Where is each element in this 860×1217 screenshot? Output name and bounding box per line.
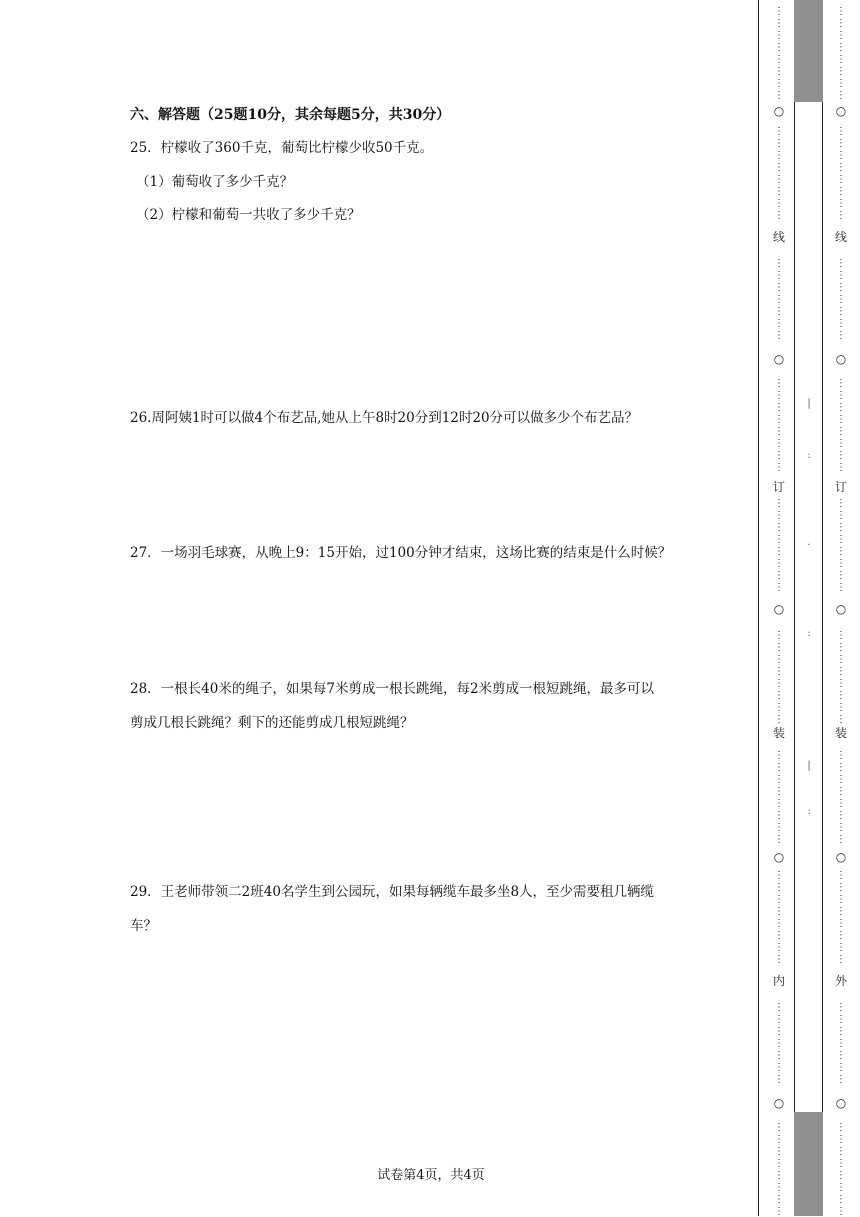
- outer-binding-dot: ⋮: [836, 330, 846, 341]
- inner-binding-dot: ⋮: [774, 918, 784, 929]
- outer-binding-dot: ⋮: [836, 1014, 846, 1025]
- outer-binding-mark: 线: [834, 230, 847, 244]
- inner-binding-dot: ⋮: [774, 210, 784, 221]
- outer-binding-dot: ⋮: [836, 390, 846, 401]
- inner-binding-mark: 订: [772, 480, 785, 494]
- inner-binding-dot: ⋮: [774, 198, 784, 209]
- inner-binding-dot: ⋮: [774, 1170, 784, 1181]
- outer-binding-dot: ⋮: [836, 510, 846, 521]
- question-26-stem: 26.周阿姨1时可以做4个布艺品,她从上午8时20分到12时20分可以做多少个布艺品？: [130, 410, 639, 426]
- inner-binding-dot: ⋮: [774, 186, 784, 197]
- outer-binding-dot: ⋮: [836, 438, 846, 449]
- inner-binding-dot: ⋮: [774, 1158, 784, 1169]
- outer-binding-dot: ⋮: [836, 1182, 846, 1193]
- inner-binding-dot: ⋮: [774, 894, 784, 905]
- inner-binding-dot: ⋮: [774, 666, 784, 677]
- inner-binding-dot: ⋮: [774, 498, 784, 509]
- outer-binding-dot: ⋮: [836, 690, 846, 701]
- outer-binding-dot: ⋮: [836, 1074, 846, 1085]
- inner-binding-dot: ⋮: [774, 678, 784, 689]
- inner-binding-dot: ⋮: [774, 126, 784, 137]
- inner-binding-dot: ⋮: [774, 426, 784, 437]
- inner-binding-mark: 内: [772, 974, 785, 988]
- inner-binding-mark: 线: [772, 230, 785, 244]
- inner-binding-dot: ⋮: [774, 294, 784, 305]
- outer-binding-mark: 订: [834, 480, 847, 494]
- outer-binding-dot: ⋮: [836, 894, 846, 905]
- inner-binding-dot: ⋮: [774, 570, 784, 581]
- question-28-line-2: 剪成几根长跳绳？剩下的还能剪成几根短跳绳？: [130, 715, 414, 731]
- inner-binding-mark: ○: [773, 602, 785, 616]
- inner-binding-dot: ⋮: [774, 762, 784, 773]
- inner-binding-dot: ⋮: [774, 78, 784, 89]
- inner-binding-dot: ⋮: [774, 138, 784, 149]
- inner-binding-dot: ⋮: [774, 906, 784, 917]
- inner-binding-dot: ⋮: [774, 1002, 784, 1013]
- outer-binding-mark: 装: [834, 726, 847, 740]
- inner-binding-dot: ⋮: [774, 282, 784, 293]
- info-field-mark: :: [807, 450, 811, 461]
- inner-binding-dot: ⋮: [774, 870, 784, 881]
- outer-binding-dot: ⋮: [836, 654, 846, 665]
- inner-binding-dot: ⋮: [774, 450, 784, 461]
- inner-binding-dot: ⋮: [774, 390, 784, 401]
- info-field-mark: :: [807, 628, 811, 639]
- question-25-stem: 25．柠檬收了360千克，葡萄比柠檬少收50千克。: [130, 140, 434, 156]
- outer-binding-dot: ⋮: [836, 546, 846, 557]
- outer-binding-dot: ⋮: [836, 90, 846, 101]
- outer-binding-dot: ⋮: [836, 1134, 846, 1145]
- outer-binding-dot: ⋮: [836, 798, 846, 809]
- inner-frame-left: [794, 0, 795, 1216]
- outer-binding-dot: ⋮: [836, 522, 846, 533]
- inner-binding-dot: ⋮: [774, 702, 784, 713]
- info-field-mark: ·: [807, 540, 811, 551]
- inner-binding-dot: ⋮: [774, 270, 784, 281]
- question-29-line-2: 车？: [130, 918, 157, 934]
- outer-binding-dot: ⋮: [836, 426, 846, 437]
- inner-binding-dot: ⋮: [774, 1038, 784, 1049]
- outer-binding-dot: ⋮: [836, 882, 846, 893]
- outer-binding-dot: ⋮: [836, 930, 846, 941]
- inner-binding-dot: ⋮: [774, 546, 784, 557]
- outer-binding-dot: ⋮: [836, 786, 846, 797]
- outer-binding-dot: ⋮: [836, 582, 846, 593]
- outer-binding-mark: ○: [835, 850, 847, 864]
- outer-binding-dot: ⋮: [836, 66, 846, 77]
- inner-dotted-line: [772, 0, 786, 1216]
- inner-binding-dot: ⋮: [774, 1062, 784, 1073]
- info-field-mark: |: [807, 760, 811, 771]
- outer-binding-dot: ⋮: [836, 642, 846, 653]
- outer-binding-dot: ⋮: [836, 714, 846, 725]
- outer-binding-mark: ○: [835, 602, 847, 616]
- inner-binding-dot: ⋮: [774, 150, 784, 161]
- info-field-mark: :: [807, 806, 811, 817]
- outer-binding-dot: ⋮: [836, 918, 846, 929]
- outer-binding-dot: ⋮: [836, 270, 846, 281]
- outer-binding-dot: ⋮: [836, 138, 846, 149]
- outer-binding-dot: ⋮: [836, 1026, 846, 1037]
- outer-binding-dot: ⋮: [836, 1146, 846, 1157]
- outer-binding-dot: ⋮: [836, 162, 846, 173]
- inner-binding-dot: ⋮: [774, 1194, 784, 1205]
- outer-binding-dot: ⋮: [836, 174, 846, 185]
- inner-binding-dot: ⋮: [774, 1134, 784, 1145]
- outer-binding-dot: ⋮: [836, 834, 846, 845]
- inner-binding-mark: ○: [773, 850, 785, 864]
- inner-binding-mark: 装: [772, 726, 785, 740]
- inner-binding-mark: ○: [773, 104, 785, 118]
- page-footer: [0, 1164, 860, 1183]
- question-27-stem: 27．一场羽毛球赛，从晚上9：15开始，过100分钟才结束，这场比赛的结束是什么时候？: [130, 545, 672, 561]
- inner-binding-dot: ⋮: [774, 54, 784, 65]
- outer-binding-dot: ⋮: [836, 414, 846, 425]
- inner-binding-dot: ⋮: [774, 882, 784, 893]
- inner-binding-dot: ⋮: [774, 414, 784, 425]
- inner-binding-dot: ⋮: [774, 582, 784, 593]
- inner-binding-dot: ⋮: [774, 1146, 784, 1157]
- outer-binding-dot: ⋮: [836, 6, 846, 17]
- outer-binding-dot: ⋮: [836, 942, 846, 953]
- outer-binding-dot: ⋮: [836, 1194, 846, 1205]
- outer-binding-dot: ⋮: [836, 822, 846, 833]
- inner-binding-dot: ⋮: [774, 30, 784, 41]
- inner-binding-dot: ⋮: [774, 42, 784, 53]
- inner-binding-dot: ⋮: [774, 66, 784, 77]
- inner-binding-dot: ⋮: [774, 534, 784, 545]
- outer-binding-dot: ⋮: [836, 318, 846, 329]
- outer-binding-dot: ⋮: [836, 1122, 846, 1133]
- inner-binding-dot: ⋮: [774, 930, 784, 941]
- outer-binding-dot: ⋮: [836, 1038, 846, 1049]
- outer-binding-dot: ⋮: [836, 30, 846, 41]
- outer-binding-mark: 外: [834, 974, 847, 988]
- outer-binding-mark: ○: [835, 1096, 847, 1110]
- outer-binding-dot: ⋮: [836, 1158, 846, 1169]
- outer-binding-mark: ○: [835, 352, 847, 366]
- inner-binding-dot: ⋮: [774, 1074, 784, 1085]
- outer-binding-dot: ⋮: [836, 1170, 846, 1181]
- inner-frame-right: [822, 0, 823, 1216]
- inner-binding-dot: ⋮: [774, 1014, 784, 1025]
- inner-binding-dot: ⋮: [774, 630, 784, 641]
- outer-binding-dot: ⋮: [836, 78, 846, 89]
- inner-binding-dot: ⋮: [774, 510, 784, 521]
- inner-binding-dot: ⋮: [774, 942, 784, 953]
- outer-binding-dot: ⋮: [836, 402, 846, 413]
- outer-binding-dot: ⋮: [836, 630, 846, 641]
- inner-binding-dot: ⋮: [774, 90, 784, 101]
- outer-binding-dot: ⋮: [836, 198, 846, 209]
- question-25-sub-2: （2）柠檬和葡萄一共收了多少千克？: [136, 207, 361, 223]
- inner-binding-mark: ○: [773, 352, 785, 366]
- outer-binding-dot: ⋮: [836, 282, 846, 293]
- outer-binding-dot: ⋮: [836, 810, 846, 821]
- section-title: 六、解答题（25题10分，其余每题5分，共30分）: [130, 107, 451, 123]
- inner-binding-dot: ⋮: [774, 798, 784, 809]
- inner-binding-dot: ⋮: [774, 1182, 784, 1193]
- inner-binding-dot: ⋮: [774, 1206, 784, 1217]
- inner-binding-dot: ⋮: [774, 330, 784, 341]
- outer-binding-dot: ⋮: [836, 186, 846, 197]
- outer-binding-dot: ⋮: [836, 534, 846, 545]
- outer-binding-dot: ⋮: [836, 1050, 846, 1061]
- outer-binding-dot: ⋮: [836, 450, 846, 461]
- question-29-line-1: 29．王老师带领二2班40名学生到公园玩，如果每辆缆车最多坐8人，至少需要租几辆缆: [130, 884, 655, 900]
- outer-binding-dot: ⋮: [836, 150, 846, 161]
- inner-binding-dot: ⋮: [774, 162, 784, 173]
- gray-bar-bottom: [794, 1112, 823, 1216]
- inner-binding-dot: ⋮: [774, 834, 784, 845]
- question-28-line-1: 28．一根长40米的绳子，如果每7米剪成一根长跳绳，每2米剪成一根短跳绳，最多可以: [130, 681, 655, 697]
- inner-binding-dot: ⋮: [774, 642, 784, 653]
- outer-binding-dot: ⋮: [836, 498, 846, 509]
- inner-binding-dot: ⋮: [774, 774, 784, 785]
- inner-binding-dot: ⋮: [774, 462, 784, 473]
- inner-binding-mark: ○: [773, 1096, 785, 1110]
- outer-binding-dot: ⋮: [836, 870, 846, 881]
- outer-binding-dot: ⋮: [836, 1002, 846, 1013]
- inner-binding-dot: ⋮: [774, 258, 784, 269]
- info-field-mark: |: [807, 398, 811, 409]
- inner-binding-dot: ⋮: [774, 438, 784, 449]
- outer-binding-mark: ○: [835, 104, 847, 118]
- outer-binding-dot: ⋮: [836, 678, 846, 689]
- binding-border-line: [758, 0, 759, 1216]
- inner-binding-dot: ⋮: [774, 1122, 784, 1133]
- outer-binding-dot: ⋮: [836, 906, 846, 917]
- outer-binding-dot: ⋮: [836, 702, 846, 713]
- outer-binding-dot: ⋮: [836, 126, 846, 137]
- outer-binding-dot: ⋮: [836, 18, 846, 29]
- gray-bar-top: [794, 0, 823, 102]
- outer-binding-dot: ⋮: [836, 750, 846, 761]
- inner-binding-dot: ⋮: [774, 1026, 784, 1037]
- inner-binding-dot: ⋮: [774, 378, 784, 389]
- inner-binding-dot: ⋮: [774, 954, 784, 965]
- inner-binding-dot: ⋮: [774, 1050, 784, 1061]
- inner-binding-dot: ⋮: [774, 18, 784, 29]
- outer-binding-dot: ⋮: [836, 1206, 846, 1217]
- inner-binding-dot: ⋮: [774, 690, 784, 701]
- outer-binding-dot: ⋮: [836, 462, 846, 473]
- inner-binding-dot: ⋮: [774, 6, 784, 17]
- inner-binding-dot: ⋮: [774, 174, 784, 185]
- inner-binding-dot: ⋮: [774, 714, 784, 725]
- outer-binding-dot: ⋮: [836, 774, 846, 785]
- outer-binding-dot: ⋮: [836, 1062, 846, 1073]
- inner-binding-dot: ⋮: [774, 402, 784, 413]
- outer-binding-dot: ⋮: [836, 210, 846, 221]
- outer-binding-dot: ⋮: [836, 294, 846, 305]
- outer-binding-dot: ⋮: [836, 570, 846, 581]
- outer-binding-dot: ⋮: [836, 558, 846, 569]
- outer-dotted-line: [834, 0, 848, 1216]
- outer-binding-dot: ⋮: [836, 306, 846, 317]
- outer-binding-dot: ⋮: [836, 258, 846, 269]
- inner-binding-dot: ⋮: [774, 306, 784, 317]
- inner-binding-dot: ⋮: [774, 750, 784, 761]
- outer-binding-dot: ⋮: [836, 666, 846, 677]
- outer-binding-dot: ⋮: [836, 54, 846, 65]
- question-25-sub-1: （1）葡萄收了多少千克？: [136, 174, 294, 190]
- outer-binding-dot: ⋮: [836, 42, 846, 53]
- inner-binding-dot: ⋮: [774, 654, 784, 665]
- outer-binding-dot: ⋮: [836, 762, 846, 773]
- inner-binding-dot: ⋮: [774, 822, 784, 833]
- page-number: 试卷第4页，共4页: [377, 1168, 485, 1183]
- outer-binding-dot: ⋮: [836, 378, 846, 389]
- inner-binding-dot: ⋮: [774, 786, 784, 797]
- inner-binding-dot: ⋮: [774, 318, 784, 329]
- inner-binding-dot: ⋮: [774, 522, 784, 533]
- outer-binding-dot: ⋮: [836, 954, 846, 965]
- inner-binding-dot: ⋮: [774, 558, 784, 569]
- inner-binding-dot: ⋮: [774, 810, 784, 821]
